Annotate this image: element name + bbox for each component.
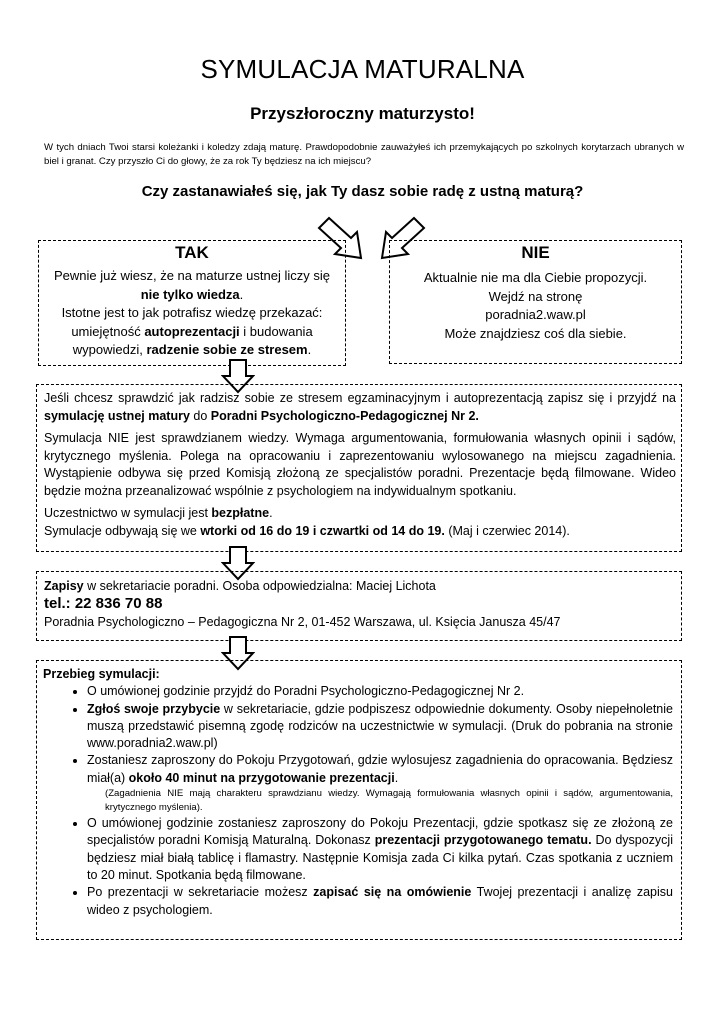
- list-item-note: (Zagadnienia NIE mają charakteru sprawdzianu wiedzy. Wymagają formułowania własnych opinii i sądów, argumentowania, krytycznego myślenia).: [105, 788, 673, 814]
- registration-text: w sekretariacie poradni. Osoba odpowiedzialna: Maciej Lichota: [83, 579, 436, 593]
- intro-text: W tych dniach Twoi starsi koleżanki i koledzy zdają maturę. Prawdopodobnie zauważyłeś ich przemykających po szkolnych korytarzach ubranych w biel i granat. Czy przyszło Ci do głowy, że za rok Ty będziesz na ich miejscu?: [44, 142, 684, 167]
- list-item-bold: prezentacji przygotowanego tematu.: [374, 833, 592, 848]
- nie-line: Aktualnie nie ma dla Ciebie propozycji.: [423, 270, 648, 285]
- list-item: [87, 752, 673, 815]
- list-item: [87, 884, 673, 919]
- procedure-box: [36, 660, 682, 940]
- nie-box: [389, 240, 682, 364]
- tak-box: [38, 240, 346, 366]
- info-text: Jeśli chcesz sprawdzić jak radzisz sobie ze stresem egzaminacyjnym i autoprezentacją zapisz się i przyjdź na: [44, 391, 676, 405]
- list-item-bold: zapisać się na omówienie: [313, 885, 472, 900]
- list-item-text: Do dyspozycji będziesz miał białą tablicę i flamastry. Następnie Komisja zada Ci kilka pytań. Czas spotkania z uczniem to 20 minut. Spotkania będą filmowane.: [87, 833, 673, 882]
- tak-text: i budowania: [239, 323, 313, 339]
- list-item-text: O umówionej godzinie zostaniesz zaproszony do Pokoju Prezentacji, gdzie spotkasz się ze złożoną ze specjalistów poradni Komisją Maturalną. Dokonasz: [87, 816, 673, 848]
- registration-box: [36, 571, 682, 641]
- info-paragraph: Symulacja NIE jest sprawdzianem wiedzy. Wymaga argumentowania, formułowania własnych opinii i sądów, krytycznego myślenia. Polega na opracowaniu i zaprezentowaniu wylosowanego na miejscu zagadnienia. Wystąpienie odbywa się przed Komisją złożoną ze specjalistów poradni. Prezentacje będą filmowane. Wideo będzie można przeanalizować wspólnie z psychologiem na indywidualnym spotkaniu.: [44, 431, 676, 498]
- list-item-text: Po prezentacji w sekretariacie możesz: [87, 885, 314, 900]
- info-text: Symulacje odbywają się we: [44, 523, 201, 538]
- tak-heading: TAK: [175, 243, 209, 262]
- address: Poradnia Psychologiczno – Pedagogiczna Nr 2, 01-452 Warszawa, ul. Księcia Janusza 45/47: [44, 615, 561, 629]
- tak-line: [39, 341, 345, 360]
- tak-bold: radzenie sobie ze stresem: [146, 342, 308, 357]
- info-text: do: [189, 408, 211, 423]
- tak-line: Istotne jest to jak potrafisz wiedzę przekazać:: [61, 305, 323, 320]
- nie-body: [390, 269, 681, 343]
- website-link[interactable]: poradnia2.waw.pl: [485, 307, 586, 322]
- info-paragraph: [44, 390, 676, 425]
- list-item: [87, 701, 673, 753]
- nie-line: Może znajdziesz coś dla siebie.: [444, 325, 627, 341]
- info-text: Uczestnictwo w symulacji jest: [44, 506, 212, 520]
- info-bold: bezpłatne: [211, 506, 270, 520]
- list-item: • O umówionej godzinie przyjdź do Poradni Psychologiczno-Pedagogicznej Nr 2.: [87, 683, 673, 700]
- tak-bold: autoprezentacji: [144, 323, 240, 339]
- tak-bold: nie tylko wiedza: [140, 286, 240, 302]
- info-paragraph: [44, 523, 676, 541]
- tak-text: .: [307, 342, 312, 357]
- list-item-text: .: [394, 770, 399, 785]
- question-heading: Czy zastanawiałeś się, jak Ty dasz sobie radę z ustną maturą?: [141, 183, 584, 200]
- tak-line: [39, 323, 345, 342]
- nie-line: Wejdź na stronę: [488, 288, 583, 304]
- list-item-bold: Zgłoś swoje przybycie: [87, 701, 221, 716]
- tak-text: umiejętność: [71, 323, 145, 339]
- registration-line: [44, 577, 676, 595]
- procedure-heading-text: Przebieg symulacji:: [43, 667, 160, 681]
- page-title: SYMULACJA MATURALNA: [200, 54, 525, 84]
- info-paragraph: [44, 505, 676, 523]
- subtitle: Przyszłoroczny maturzysto!: [250, 104, 475, 123]
- info-bold: symulację ustnej matury: [44, 408, 190, 423]
- tak-line: [39, 286, 345, 305]
- info-box: [36, 384, 682, 552]
- tak-text: .: [239, 286, 244, 302]
- list-item-text: Zostaniesz zaproszony do Pokoju Przygotowań, gdzie wylosujesz zagadnienia do opracowania. Będziesz miał(a): [87, 753, 673, 785]
- info-bold: Poradni Psychologiczno-Pedagogicznej Nr 2.: [210, 408, 479, 423]
- list-item: [87, 815, 673, 884]
- tak-text: wypowiedzi,: [72, 342, 147, 357]
- nie-heading: NIE: [521, 243, 550, 262]
- procedure-heading: [43, 666, 673, 683]
- info-text: (Maj i czerwiec 2014).: [444, 523, 570, 538]
- tak-line: Pewnie już wiesz, że na maturze ustnej liczy się: [53, 268, 330, 283]
- info-text: .: [269, 506, 273, 520]
- procedure-list: [43, 683, 673, 919]
- tak-body: [39, 267, 345, 360]
- info-bold: wtorki od 16 do 19 i czwartki od 14 do 19.: [200, 523, 445, 538]
- list-item-bold: około 40 minut na przygotowanie prezentacji: [128, 770, 395, 785]
- list-item-text: Twojej prezentacji i analizę zapisu wideo z psychologiem.: [87, 885, 673, 917]
- registration-bold: Zapisy: [44, 579, 84, 593]
- list-item-text: w sekretariacie, gdzie podpiszesz odpowiednie dokumenty. Osoby niepełnoletnie muszą przedstawić pisemną zgodę rodziców na uczestnictwie w symulacji. (Druk do pobrania na stronie www.poradnia2.waw.pl): [87, 701, 673, 751]
- phone-number[interactable]: tel.: 22 836 70 88: [44, 595, 163, 612]
